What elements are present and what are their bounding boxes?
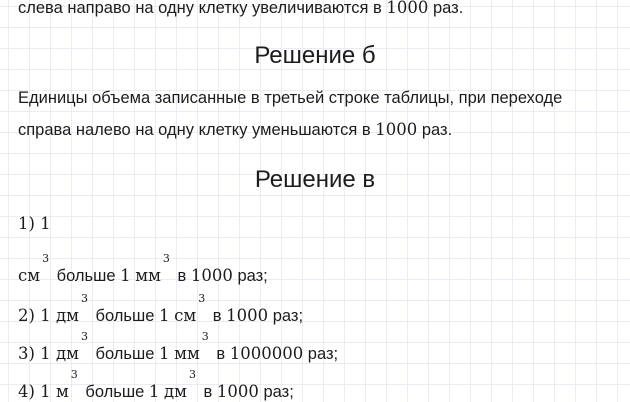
word-more: больше bbox=[90, 307, 160, 325]
answer-1-line bbox=[18, 252, 268, 286]
number-one: 1 bbox=[159, 306, 170, 325]
intro-number: 1000 bbox=[386, 0, 429, 17]
paragraph-b-tail: раз. bbox=[417, 121, 453, 139]
times-number: 1000000 bbox=[229, 344, 304, 363]
unit-dm: дм 3 bbox=[163, 368, 196, 401]
intro-tail: раз. bbox=[428, 0, 464, 17]
cube-superscript: 3 bbox=[201, 330, 209, 343]
times-number: 1000 bbox=[216, 382, 259, 401]
times-number: 1000 bbox=[190, 266, 233, 285]
cube-superscript: 3 bbox=[70, 368, 78, 381]
paragraph-b-number: 1000 bbox=[375, 120, 418, 139]
cube-superscript: 3 bbox=[162, 252, 170, 265]
word-more: больше bbox=[90, 345, 160, 363]
answer-4-prefix: 4) 1 bbox=[18, 382, 56, 401]
word-more: больше bbox=[80, 383, 149, 401]
word-more: больше bbox=[52, 267, 121, 285]
word-times: раз; bbox=[232, 267, 268, 285]
number-one: 1 bbox=[148, 382, 160, 401]
answer-3-prefix: 3) 1 bbox=[18, 344, 56, 363]
word-in: в bbox=[211, 345, 230, 363]
word-times: раз; bbox=[268, 307, 304, 325]
paragraph-b-line-1: Единицы объема записанные в третьей строке таблицы, при переходе bbox=[18, 89, 563, 107]
unit-dm: дм 3 bbox=[55, 292, 88, 325]
cube-superscript: 3 bbox=[80, 292, 88, 305]
section-heading-v: Решение в bbox=[254, 166, 376, 193]
word-times: раз; bbox=[258, 383, 294, 401]
times-number: 1000 bbox=[226, 306, 269, 325]
word-in: в bbox=[198, 383, 217, 401]
unit-cm: см 3 bbox=[174, 292, 206, 325]
answer-2-line bbox=[18, 292, 304, 326]
cube-superscript: 3 bbox=[198, 292, 206, 305]
number-one: 1 bbox=[159, 344, 170, 363]
unit-m: м 3 bbox=[55, 368, 78, 401]
answer-4-line bbox=[18, 368, 294, 402]
answer-3-line bbox=[18, 330, 339, 364]
unit-mm: мм 3 bbox=[135, 252, 170, 285]
cube-superscript: 3 bbox=[80, 330, 88, 343]
answer-1-prefix: 1) 1 bbox=[18, 214, 51, 233]
section-heading-b: Решение б bbox=[254, 42, 376, 69]
word-in: в bbox=[172, 267, 191, 285]
word-times: раз; bbox=[303, 345, 339, 363]
unit-mm: мм 3 bbox=[174, 330, 209, 363]
intro-line-tail bbox=[18, 0, 463, 18]
number-one: 1 bbox=[120, 266, 131, 285]
paragraph-b-text: справа налево на одну клетку уменьшаются в bbox=[18, 121, 376, 139]
paragraph-b-line-2 bbox=[18, 120, 452, 140]
word-in: в bbox=[208, 307, 227, 325]
cube-superscript: 3 bbox=[42, 252, 50, 265]
answer-2-prefix: 2) 1 bbox=[18, 306, 56, 325]
cube-superscript: 3 bbox=[188, 368, 196, 381]
intro-text: слева направо на одну клетку увеличиваются в bbox=[18, 0, 387, 17]
unit-cm: см 3 bbox=[18, 252, 50, 285]
unit-dm: дм 3 bbox=[55, 330, 88, 363]
